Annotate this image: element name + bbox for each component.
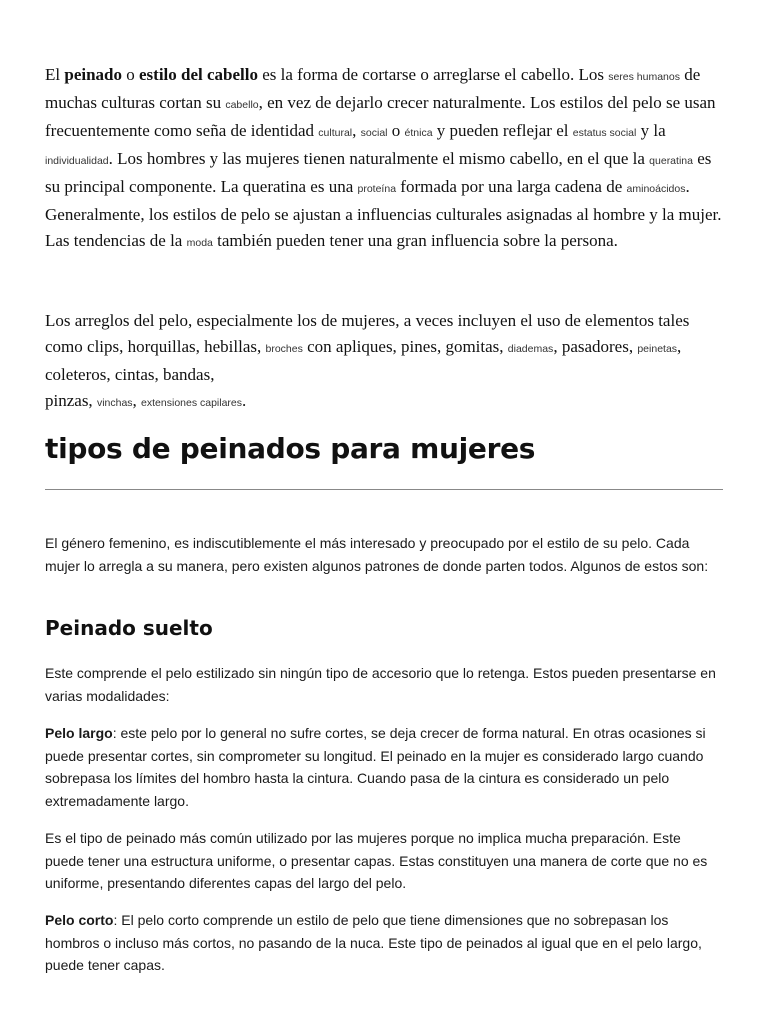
- pelo-corto-label: Pelo corto: [45, 912, 114, 928]
- pelo-corto-paragraph: [45, 909, 723, 977]
- suelto-paragraph: Este comprende el pelo estilizado sin ningún tipo de accesorio que lo retenga. Estos pueden presentarse en varias modalidades:: [45, 665, 716, 704]
- text: es su principal componente. La queratina es una: [45, 149, 712, 196]
- comun-paragraph: Es el tipo de peinado más común utilizado por las mujeres porque no implica mucha preparación. Este puede tener una estructura uniforme, o presentar capas. Estas constituyen una manera de corte que no es uniforme, presentando diferentes capas del largo del pelo.: [45, 830, 708, 891]
- inline-link[interactable]: peinetas: [637, 343, 678, 355]
- text: El: [45, 65, 65, 84]
- inline-link[interactable]: proteína: [357, 183, 397, 195]
- inline-link[interactable]: vinchas: [96, 397, 133, 409]
- inline-link[interactable]: seres humanos: [608, 71, 680, 83]
- inline-link[interactable]: moda: [186, 237, 213, 249]
- pelo-corto-text: : El pelo corto comprende un estilo de pelo que tiene dimensiones que no sobrepasan los hombros o incluso más cortos, no pasando de la nuca. Este tipo de peinados al igual que en el pelo largo, puede tener capas.: [45, 912, 702, 973]
- text: , coleteros, cintas, bandas,: [45, 337, 682, 384]
- inline-link[interactable]: étnica: [404, 127, 433, 139]
- term-peinado: peinado: [64, 65, 122, 84]
- text: de muchas culturas cortan su: [45, 65, 701, 112]
- text: .: [242, 391, 247, 410]
- text: , en vez de dejarlo crecer naturalmente. Los estilos del pelo se usan frecuentemente como seña de identidad: [45, 93, 716, 140]
- text: ,: [132, 391, 142, 410]
- inline-link[interactable]: cabello: [225, 99, 259, 111]
- accessories-paragraph: [45, 308, 723, 416]
- text: y la: [636, 121, 666, 140]
- text: , pasadores,: [553, 337, 638, 356]
- inline-link[interactable]: queratina: [649, 155, 693, 167]
- text: también pueden tener una gran influencia sobre la persona.: [212, 231, 618, 250]
- inline-link[interactable]: estatus social: [572, 127, 637, 139]
- text: . Los hombres y las mujeres tienen naturalmente el mismo cabello, en el que la: [108, 149, 650, 168]
- text: es la forma de cortarse o arreglarse el cabello. Los: [257, 65, 609, 84]
- text: y pueden reflejar el: [432, 121, 573, 140]
- section-heading: tipos de peinados para mujeres: [45, 432, 536, 465]
- inline-link[interactable]: social: [360, 127, 388, 139]
- pelo-largo-label: Pelo largo: [45, 725, 113, 741]
- text: o: [122, 65, 139, 84]
- inline-link[interactable]: individualidad: [45, 155, 109, 167]
- pelo-largo-text: : este pelo por lo general no sufre cortes, se deja crecer de forma natural. En otras ocasiones si puede presentar cortes, sin comprometer su longitud. El peinado en la mujer es considerado largo cuando sobrepasa los límites del hombro hasta la cintura. Cuando pasa de la cintura es considerado un pelo extremadamente largo.: [45, 725, 706, 809]
- gender-paragraph: El género femenino, es indiscutiblemente el más interesado y preocupado por el estilo de su pelo. Cada mujer lo arregla a su manera, pero existen algunos patrones de donde parten todos. Algunos de estos son:: [45, 535, 709, 574]
- inline-link[interactable]: extensiones capilares: [141, 397, 243, 409]
- text: Los arreglos del pelo, especialmente los de mujeres, a veces incluyen el uso de elementos tales como clips, horquillas, hebillas,: [45, 311, 690, 356]
- inline-link[interactable]: aminoácidos: [626, 183, 686, 195]
- subsection-heading: Peinado suelto: [45, 616, 213, 640]
- text: pinzas,: [45, 391, 97, 410]
- text: . Generalmente, los estilos de pelo se ajustan a influencias culturales asignadas al hombre y la mujer. Las tendencias de la: [45, 177, 722, 250]
- term-estilo-cabello: estilo del cabello: [139, 65, 258, 84]
- text: ,: [352, 121, 361, 140]
- heading-divider: [45, 489, 723, 490]
- intro-paragraph: [45, 62, 723, 256]
- text: formada por una larga cadena de: [396, 177, 627, 196]
- text: o: [387, 121, 405, 140]
- inline-link[interactable]: diademas: [507, 343, 554, 355]
- inline-link[interactable]: broches: [265, 343, 303, 355]
- inline-link[interactable]: cultural: [318, 127, 353, 139]
- text: con apliques, pines, gomitas,: [302, 337, 508, 356]
- pelo-largo-paragraph: [45, 722, 723, 812]
